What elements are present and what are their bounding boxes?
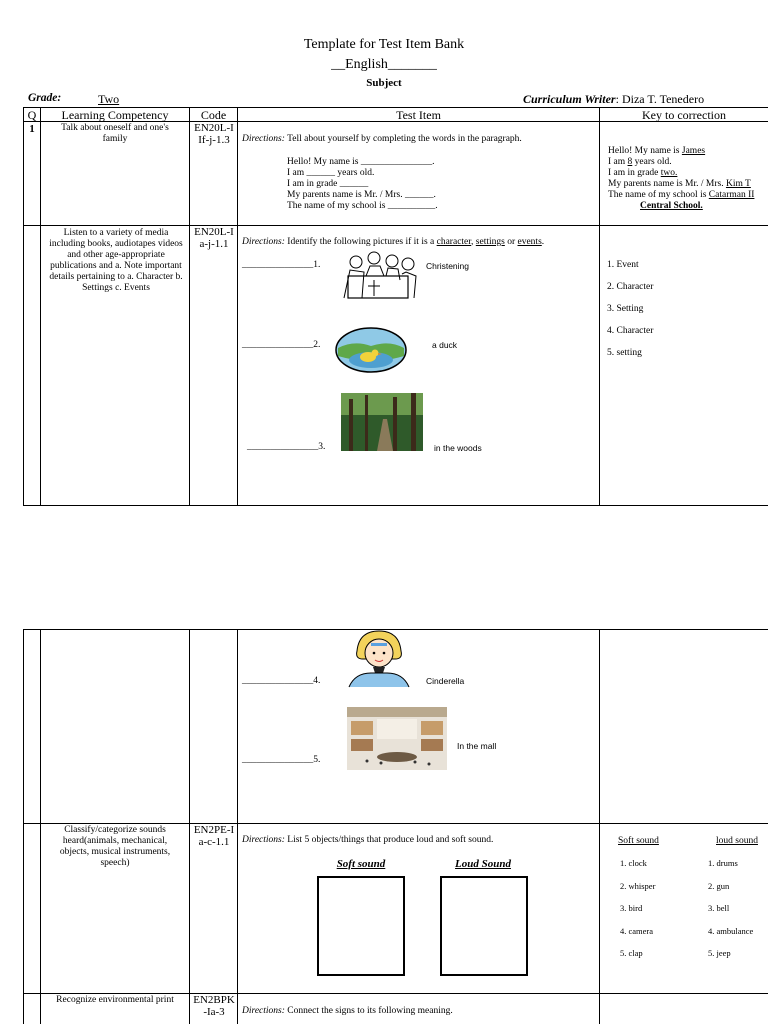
key-line: 3. bell [708, 903, 730, 913]
christening-image [334, 250, 420, 302]
paragraph-line: I am in grade ______ [287, 179, 369, 189]
key-line: I am 8 years old. [608, 157, 672, 167]
item-label: Cinderella [426, 676, 465, 686]
key-line: 5. jeep [708, 948, 731, 958]
cinderella-image [345, 629, 411, 689]
key-line: 3. bird [620, 903, 643, 913]
directions-label: Directions: [242, 134, 285, 144]
grade-value: Two [98, 92, 120, 106]
key-line: 1. clock [620, 858, 647, 868]
key-line: 1. Event [607, 260, 639, 270]
key-line: 3. Setting [607, 304, 644, 314]
row1-directions [242, 134, 597, 145]
col-header-test-item: Test Item [396, 108, 441, 122]
key-line: 5. setting [607, 348, 642, 358]
key-loud-list [708, 858, 753, 971]
paragraph-line: Hello! My name is _______________. [287, 157, 435, 167]
paragraph-line: The name of my school is __________. [287, 201, 438, 211]
key-line: 4. ambulance [708, 925, 754, 936]
col-header-competency: Learning Competency [61, 108, 169, 122]
item-blank: _______________2. [242, 340, 321, 350]
row1-q: 1 [29, 123, 35, 135]
row4-directions: Directions: List 5 objects/things that produce loud and soft sound. [242, 835, 494, 845]
row5-directions: Directions: Connect the signs to its following meaning. [242, 1006, 453, 1016]
row1-paragraph [287, 157, 438, 212]
key-line: I am in grade two. [608, 168, 678, 178]
item-label: In the mall [457, 741, 497, 751]
key-line: 2. gun [708, 880, 730, 891]
item-blank: _______________5. [242, 755, 321, 765]
row2-competency: Listen to a variety of media including books, audiotapes videos and other age-appropriate publications and a. Note important details pertaining to a. Character b. Settings c. Events [49, 228, 183, 293]
grade-label: Grade: [28, 92, 62, 104]
row4-competency: Classify/categorize sounds heard(animals, mechanical, objects, musical instruments, speech) [59, 825, 171, 868]
key-line: 2. whisper [620, 880, 656, 891]
item-label: a duck [432, 340, 458, 350]
item-label: Christening [426, 261, 469, 271]
row5-competency: Recognize environmental print [56, 995, 174, 1005]
woods-image [341, 393, 423, 451]
loud-sound-box[interactable] [440, 876, 528, 976]
paragraph-line: My parents name is Mr. / Mrs. ______. [287, 190, 436, 200]
key-line: 5. clap [620, 948, 643, 958]
key-line: 1. drums [708, 858, 738, 868]
item-blank: _______________1. [242, 260, 321, 270]
row1-code: EN20L-IIf-j-1.3 [194, 122, 234, 146]
item-blank: _______________3. [247, 442, 326, 452]
row2-code: EN20L-Ia-j-1.1 [194, 226, 234, 250]
duck-pond-image [334, 326, 408, 374]
key-soft-list [620, 858, 655, 971]
key-line: 4. Character [607, 326, 654, 336]
writer-label: Curriculum Writer [523, 92, 616, 106]
row2-directions: Directions: Identify the following pictures if it is a character, settings or events. [242, 237, 545, 247]
col-header-code: Code [200, 108, 227, 122]
row5-code: EN2BPK-Ia-3 [193, 994, 235, 1018]
item-blank: _______________4. [242, 676, 321, 686]
writer-colon: : [615, 92, 619, 106]
row4-code: EN2PE-Ia-c-1.1 [193, 824, 235, 848]
page-title: Template for Test Item Bank [303, 37, 465, 52]
row2-key [607, 260, 653, 370]
soft-sound-box[interactable] [317, 876, 405, 976]
row1-key [608, 146, 754, 212]
soft-sound-title: Soft sound [336, 858, 386, 870]
key-line: My parents name is Mr. / Mrs. Kim T [608, 179, 751, 189]
key-soft-title: Soft sound [618, 836, 659, 846]
key-line: Hello! My name is James [608, 146, 706, 156]
paragraph-line: I am ______ years old. [287, 168, 375, 178]
key-loud-title: loud sound [716, 836, 758, 846]
key-line: Central School. [640, 201, 703, 211]
subject-line: __English_______ [331, 57, 437, 72]
col-header-q: Q [27, 108, 37, 122]
item-label: in the woods [434, 443, 482, 453]
directions-text: Tell about yourself by completing the words in the paragraph. [287, 134, 522, 144]
key-line: 2. Character [607, 282, 654, 292]
mall-image [347, 707, 447, 770]
writer-value: Diza T. Tenedero [621, 92, 705, 106]
subject-label: Subject [366, 77, 402, 89]
loud-sound-title: Loud Sound [455, 858, 511, 870]
key-line: 4. camera [620, 925, 654, 936]
row1-competency: Talk about oneself and one's family [61, 123, 169, 144]
writer-line [523, 92, 704, 107]
key-line: The name of my school is Catarman II [608, 190, 755, 200]
col-header-key: Key to correction [642, 108, 726, 122]
